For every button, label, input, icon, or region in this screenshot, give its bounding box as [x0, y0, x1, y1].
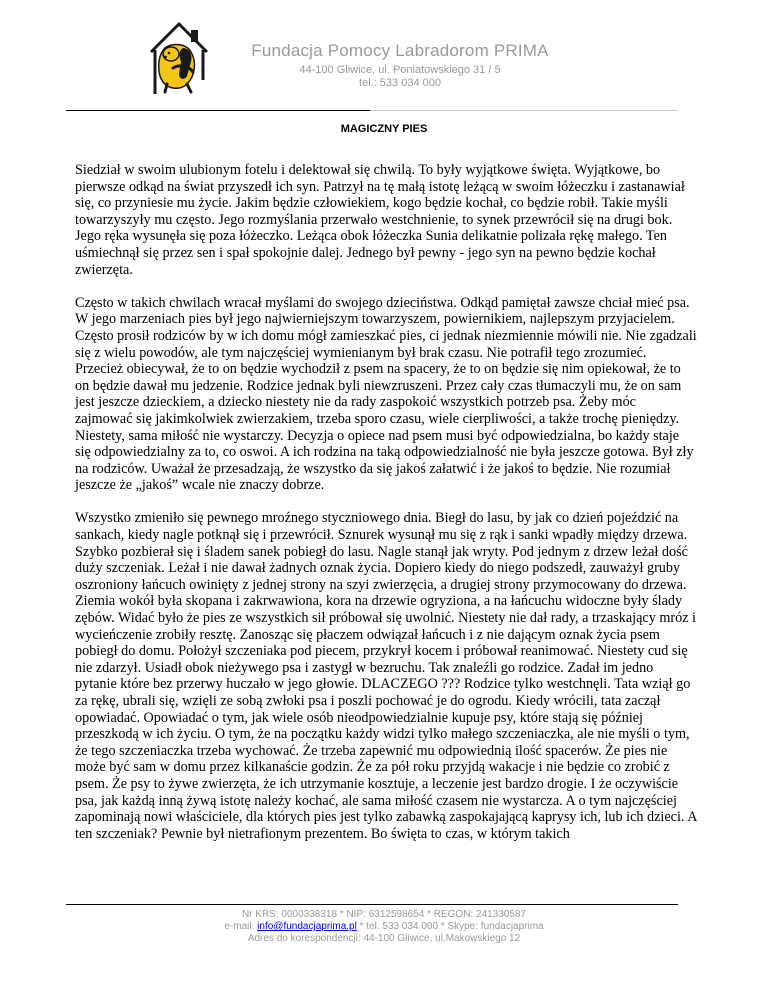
paragraph: Wszystko zmieniło się pewnego mroźnego styczniowego dnia. Biegł do lasu, by jak co dzień pojeździć na sankach, kiedy nagle potknął się i przewrócił. Sznurek wysunął mu się z rąk i sanki wpadły między drzewa. Szybko pozbierał się i śladem sanek pobiegł do lasu. Nagle stanął jak wryty. Pod jednym z drzew leżał dość duży szczeniak. Leżał i nie dawał żadnych oznak życia. Dopiero kiedy do niego podszedł, zauważył gruby oszroniony łańcuch owinięty z jednej strony na szyi zwierzęcia, a drugiej strony przymocowany do drzewa. Ziemia wokół była skopana i zakrwawiona, kora na drzewie ogryziona, a na łańcuchu widoczne były ślady zębów. Widać było że pies ze wszystkich sił próbował się uwolnić. Niestety nie dał rady, a trzaskający mróz i wycieńczenie zrobiły resztę. Zanosząc się płaczem odwiązał łańcuch i z nie dającym oznak życia psem pobiegł do domu. Położył szczeniaka pod piecem, przykrył kocem i próbował reanimować. Niestety cud się nie zdarzył. Usiadł obok nieżywego psa i zastygł w bezruchu. Tak znaleźli go rodzice. Zadał im jedno pytanie które bez przerwy huczało w jego głowie. DLACZEGO ??? Rodzice tylko westchnęli. Tata wziął go za rękę, ubrali się, wzięli ze sobą zwłoki psa i poszli pochować je do ogrodu. Kiedy wrócili, tata zaczął opowiadać. Opowiadać o tym, jak wiele osób nieodpowiedzialnie kupuje psy, które stają się później przeszkodą w ich życiu. O tym, że na początku każdy widzi tylko małego szczeniaczka, ale nie myśli o tym, że tego szczeniaczka trzeba wychować. Że trzeba zapewnić mu odpowiednią ilość spacerów. Że pies nie może być sam w domu przez kilkanaście godzin. Że za pół roku przyjdą wakacje i nie będzie co zrobić z psem. Że psy to żywe zwierzęta, że ich utrzymanie kosztuje, a leczenie jest bardzo drogie. I że oczywiście psa, jak każdą inną żywą istotę należy kochać, ale sama miłość czasem nie wystarcza. A o tym najczęściej zapominają nowi właściciele, dla których pies jest tylko zabawką zaspokajającą kaprysy ich, lub ich dzieci. A ten szczeniak? Pewnie był nietrafionym prezentem. Bo święta to czas, w którym takich: [75, 510, 697, 842]
labrador-house-logo-icon: [143, 18, 215, 98]
footer-phone-skype: * tel. 533 034 000 * Skype: fundacjaprima: [356, 921, 544, 932]
footer-correspondence-address: Adres do korespondencji: 44-100 Gliwice, ul.Makowskiego 12: [247, 933, 521, 944]
organization-phone: tel.: 533 034 000: [359, 77, 441, 89]
email-link[interactable]: info@fundacjaprima.pl: [257, 921, 357, 932]
organization-name: Fundacja Pomocy Labradorom PRIMA: [251, 41, 549, 60]
document-body: [75, 162, 697, 859]
footer-registration: Nr KRS: 0000338318 * NIP: 6312598654 * REGON: 241330587: [241, 909, 527, 920]
header-divider-light: [370, 110, 678, 111]
footer-divider: [66, 904, 678, 905]
header-divider: [66, 110, 370, 111]
paragraph: Siedział w swoim ulubionym fotelu i delektował się chwilą. To były wyjątkowe święta. Wyjątkowe, bo pierwsze odkąd na świat przyszedł ich syn. Patrzył na tę małą istotę leżącą w swoim łóżeczku i zastanawiał się, co przyniesie mu życie. Jakim będzie człowiekiem, kogo będzie kochał, co będzie robił. Takie myśli towarzyszyły mu często. Jego rozmyślania przerwało westchnienie, to synek przewrócił się na drugi bok. Jego ręka wysunęła się poza łóżeczko. Leżąca obok łóżeczka Sunia delikatnie polizała rękę małego. Ten uśmiechnął się przez sen i spał spokojnie dalej. Jednego był pewny - jego syn na pewno będzie kochał zwierzęta.: [75, 162, 685, 278]
paragraph: Często w takich chwilach wracał myślami do swojego dzieciństwa. Odkąd pamiętał zawsze chciał mieć psa. W jego marzeniach pies był jego najwierniejszym towarzyszem, powiernikiem, najlepszym przyjacielem. Często prosił rodziców by w ich domu mógł zamieszkać pies, ci jednak niezmiennie mówili nie. Nie zgadzali się z wielu powodów, ale tym najczęściej wymienianym był brak czasu. Nie potrafił tego zrozumieć. Przecież obiecywał, że to on będzie wychodził z psem na spacery, że to on będzie się nim opiekował, że to on będzie dawał mu jedzenie. Rodzice jednak byli niewzruszeni. Przez cały czas tłumaczyli mu, że on sam jest jeszcze dzieckiem, a dziecko niestety nie da rady zaspokoić wszystkich potrzeb psa. Żeby móc zajmować się jakimkolwiek zwierzakiem, trzeba sporo czasu, wiele cierpliwości, a także trochę pieniędzy. Niestety, sama miłość nie wystarczy. Decyzja o opiece nad psem musi być odpowiedzialna, bo każdy staje się odpowiedzialny za to, co oswoi. A ich rodzina na taką odpowiedzialność nie była jeszcze gotowa. Był zły na rodziców. Uważał że przesadzają, że wszystko da się jakoś załatwić i że jakoś to będzie. Nie rozumiał jeszcze że „jakoś” wcale nie znaczy dobrze.: [75, 294, 697, 494]
organization-address: 44-100 Gliwice, ul. Poniatowskiego 31 / 5: [299, 64, 501, 76]
footer-email-label: e-mail:: [224, 921, 258, 932]
document-title: MAGICZNY PIES: [340, 123, 428, 135]
footer-contact: [0, 921, 768, 933]
